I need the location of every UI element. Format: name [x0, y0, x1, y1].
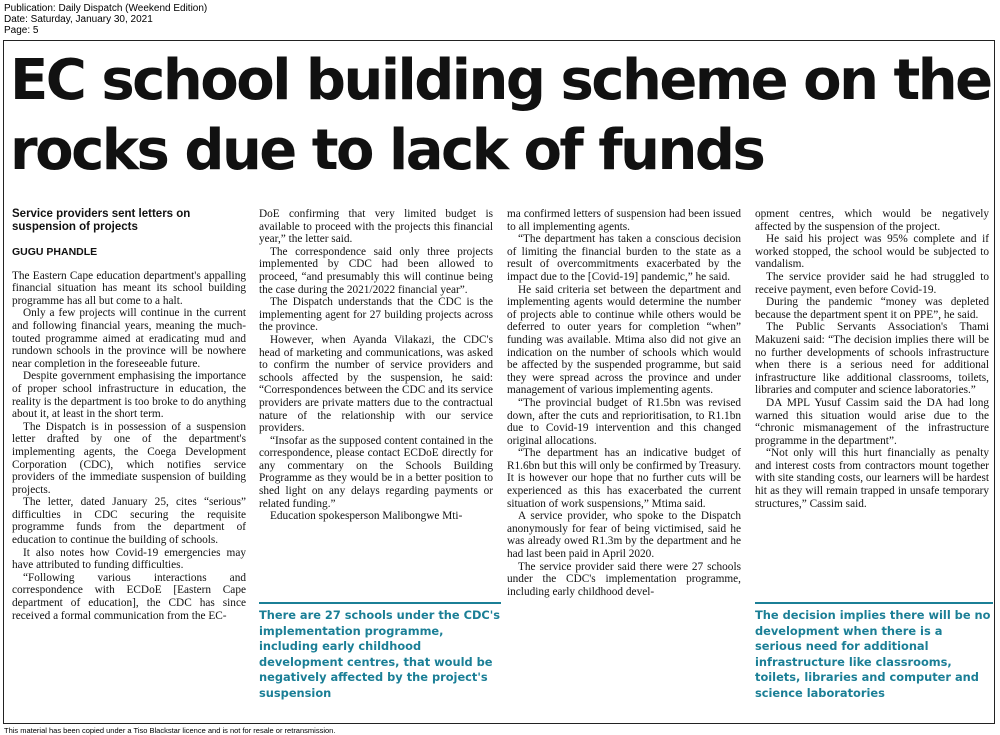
- column-2: [259, 208, 493, 523]
- paragraph: The letter, dated January 25, cites “serious” difficulties in CDC securing the requisite programme funds from the department of education to continue the building of schools.: [12, 496, 246, 547]
- paragraph: During the pandemic “money was depleted because the department spent it on PPE”, he said.: [755, 296, 989, 321]
- paragraph: The Dispatch is in possession of a suspension letter drafted by one of the department's implementing agents, the Coega Development Corporation (CDC), which notifies service providers of the immediate suspension of building projects.: [12, 420, 246, 496]
- paragraph: The Eastern Cape education department's appalling financial situation has meant its school building programme has all but come to a halt.: [12, 269, 246, 307]
- paragraph: DA MPL Yusuf Cassim said the DA had long warned this situation would arise due to the “chronic mismanagement of the infrastructure programme in the department”.: [755, 396, 989, 447]
- paragraph: “Not only will this hurt financially as penalty and interest costs from contractors mount together with site standing costs, our learners will be hardest hit as they will remain trapped in unsafe temporary structures,” Cassim said.: [755, 447, 989, 510]
- paragraph: The Dispatch understands that the CDC is the implementing agent for 27 building projects across the province.: [259, 296, 493, 334]
- paragraph: “Following various interactions and correspondence with ECDoE [Eastern Cape department of education], the CDC has since received a formal communication from the EC-: [12, 571, 246, 622]
- paragraph: He said his project was 95% complete and if worked stopped, the school would be subjected to vandalism.: [755, 233, 989, 271]
- paragraph: A service provider, who spoke to the Dispatch anonymously for fear of being victimised, said he was already owed R1.3m by the department and he had last been paid in April 2020.: [507, 510, 741, 561]
- column-3: [507, 208, 741, 598]
- pull-quote: The decision implies there will be no development when there is a serious need for additional infrastructure like classrooms, toilets, libraries and computer and science laboratories: [755, 602, 993, 701]
- paragraph: “The provincial budget of R1.5bn was revised down, after the cuts and reprioritisation, to R1.1bn due to Covid-19 intervention and this changed original allocations.: [507, 396, 741, 447]
- paragraph: “The department has an indicative budget of R1.6bn but this will only be confirmed by Treasury. It is however our hope that no further cuts will be experienced as this has exacerbated the current situation of work suspensions,” Mtima said.: [507, 447, 741, 510]
- pull-quote: There are 27 schools under the CDC's implementation programme, including early childhood development centres, that would be negatively affected by the project's suspension: [259, 602, 501, 701]
- paragraph: “The department has taken a conscious decision of limiting the financial burden to the state as a result of overcommitments exacerbated by the impact due to the [Covid-19] pandemic,” he said.: [507, 233, 741, 283]
- paragraph: The service provider said there were 27 schools under the CDC's implementation programme, including early childhood devel-: [507, 560, 741, 598]
- paragraph: It also notes how Covid-19 emergencies may have attributed to funding difficulties.: [12, 546, 246, 572]
- byline: GUGU PHANDLE: [12, 246, 98, 258]
- date-label: Date: Saturday, January 30, 2021: [4, 14, 153, 25]
- paragraph: The correspondence said only three projects implemented by CDC had been allowed to proceed, “and presumably this will continue being the case during the 2021/2022 financial year”.: [259, 245, 493, 296]
- paragraph: Education spokesperson Malibongwe Mti-: [270, 510, 463, 523]
- publication-label: Publication: Daily Dispatch (Weekend Edition): [4, 3, 208, 14]
- page-label: Page: 5: [4, 25, 39, 36]
- paragraph: opment centres, which would be negatively affected by the suspension of the project.: [755, 208, 989, 233]
- column-1: [12, 208, 246, 622]
- paragraph: DoE confirming that very limited budget is available to proceed with the projects this financial year,” the letter said.: [259, 208, 493, 246]
- paragraph: “Insofar as the supposed content contained in the correspondence, please contact ECDoE directly for any commentary on the Schools Building Programme as they would be in a better position to shed light on any delays regarding payments or related funding.”: [259, 434, 493, 510]
- paragraph: Only a few projects will continue in the current and following financial years, meaning the much-touted programme aimed at eradicating mud and rundown schools in the province will be nowhere near completion in the foreseeable future.: [12, 307, 246, 370]
- paragraph: The Public Servants Association's Thami Makuzeni said: “The decision implies there will be no further developments of schools infrastructure when there is a serious need for additional infrastructure like additional classrooms, toilets, libraries and computer and science laboratories.”: [755, 321, 989, 397]
- paragraph: Despite government emphasising the importance of proper school infrastructure in education, the reality is the department is too broke to do anything about it, at least in the short term.: [12, 370, 246, 421]
- paragraph: ma confirmed letters of suspension had been issued to all implementing agents.: [507, 208, 741, 233]
- kicker: Service providers sent letters on suspension of projects: [12, 208, 191, 233]
- headline: EC school building scheme on the rocks due to lack of funds: [10, 48, 991, 183]
- paragraph: The service provider said he had struggled to receive payment, even before Covid-19.: [755, 270, 989, 296]
- paragraph: However, when Ayanda Vilakazi, the CDC's head of marketing and communications, was asked to confirm the number of service providers and schools affected by the suspension, he said: “Correspondences between the CDC and its service providers are private matters due to the contractual nature of the relationship with our service providers.: [259, 333, 493, 435]
- copyright-notice: This material has been copied under a Tiso Blackstar licence and is not for resale or retransmission.: [4, 726, 336, 735]
- paragraph: He said criteria set between the department and implementing agents would determine the number of projects able to continue while others would be deferred to outer years for completion “when” funding was available. Mtima also did not give an indication on the number of schools which would be affected by the suspended programme, but said they were spread across the province and under management of various implementing agents.: [507, 283, 741, 397]
- column-4: [755, 208, 989, 510]
